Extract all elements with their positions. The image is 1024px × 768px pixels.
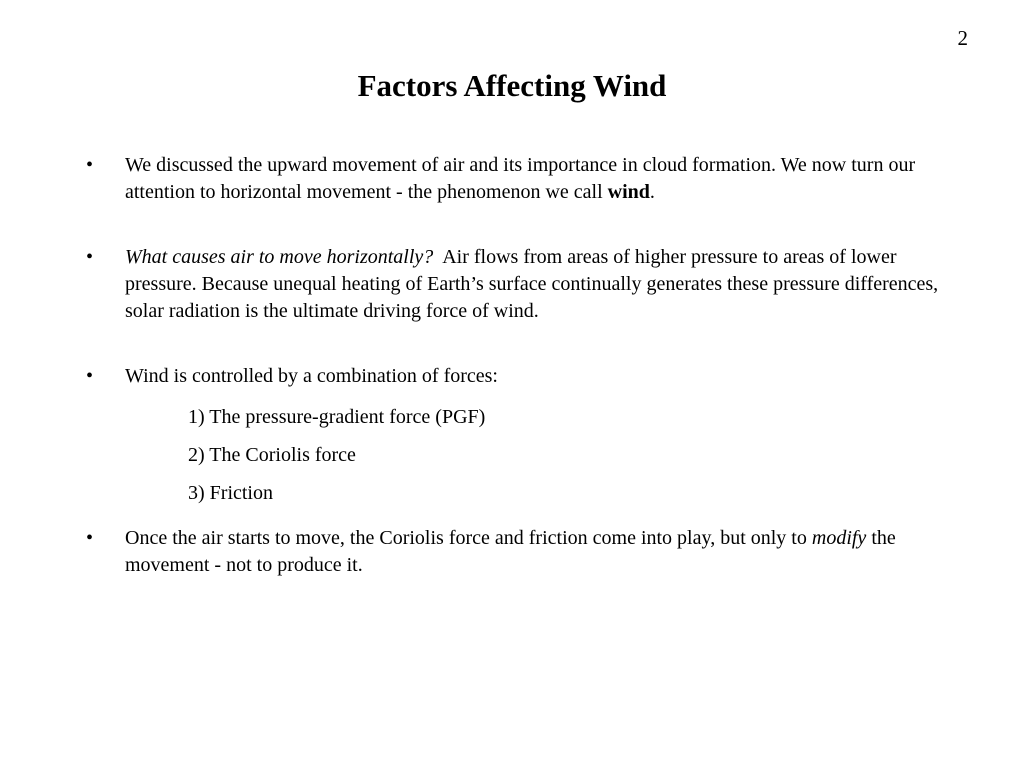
sublist-item-pgf: 1) The pressure-gradient force (PGF) <box>188 406 486 428</box>
bullet-item-wind-intro <box>84 152 944 206</box>
bullet-icon: • <box>86 154 94 176</box>
sublist-item-friction: 3) Friction <box>188 482 273 504</box>
bullet-item-horizontal-motion <box>84 244 944 325</box>
bullet-list <box>84 152 944 579</box>
bullet-text: Once the air starts to move, the Coriolis force and friction come into play, but only to <box>125 527 812 549</box>
sublist-item-coriolis: 2) The Coriolis force <box>188 444 356 466</box>
slide-title: Factors Affecting Wind <box>357 68 667 103</box>
bullet-icon: • <box>86 527 94 549</box>
bullet-text: Wind is controlled by a combination of forces: <box>125 365 498 387</box>
bullet-text: Air flows from areas of higher pressure to areas of lower pressure. Because unequal heating of Earth’s surface continually generates these pressure differences, solar radiation is the ultimate driving force of wind. <box>125 246 944 322</box>
bullet-text-end: the movement - not to produce it. <box>125 527 896 576</box>
bullet-item-forces <box>84 363 944 507</box>
bullet-item-modify <box>84 525 944 579</box>
forces-sublist <box>125 404 944 507</box>
bullet-bold-term: wind <box>607 181 650 203</box>
bullet-text-end: . <box>649 181 655 203</box>
bullet-italic-term: modify <box>811 527 867 549</box>
bullet-icon: • <box>86 365 94 387</box>
bullet-text: We discussed the upward movement of air and its importance in cloud formation. We now turn our attention to horizontal movement - the phenomenon we call <box>125 154 916 203</box>
page-number: 2 <box>957 26 968 50</box>
bullet-italic-question: What causes air to move horizontally? <box>125 246 434 268</box>
bullet-icon: • <box>86 246 94 268</box>
